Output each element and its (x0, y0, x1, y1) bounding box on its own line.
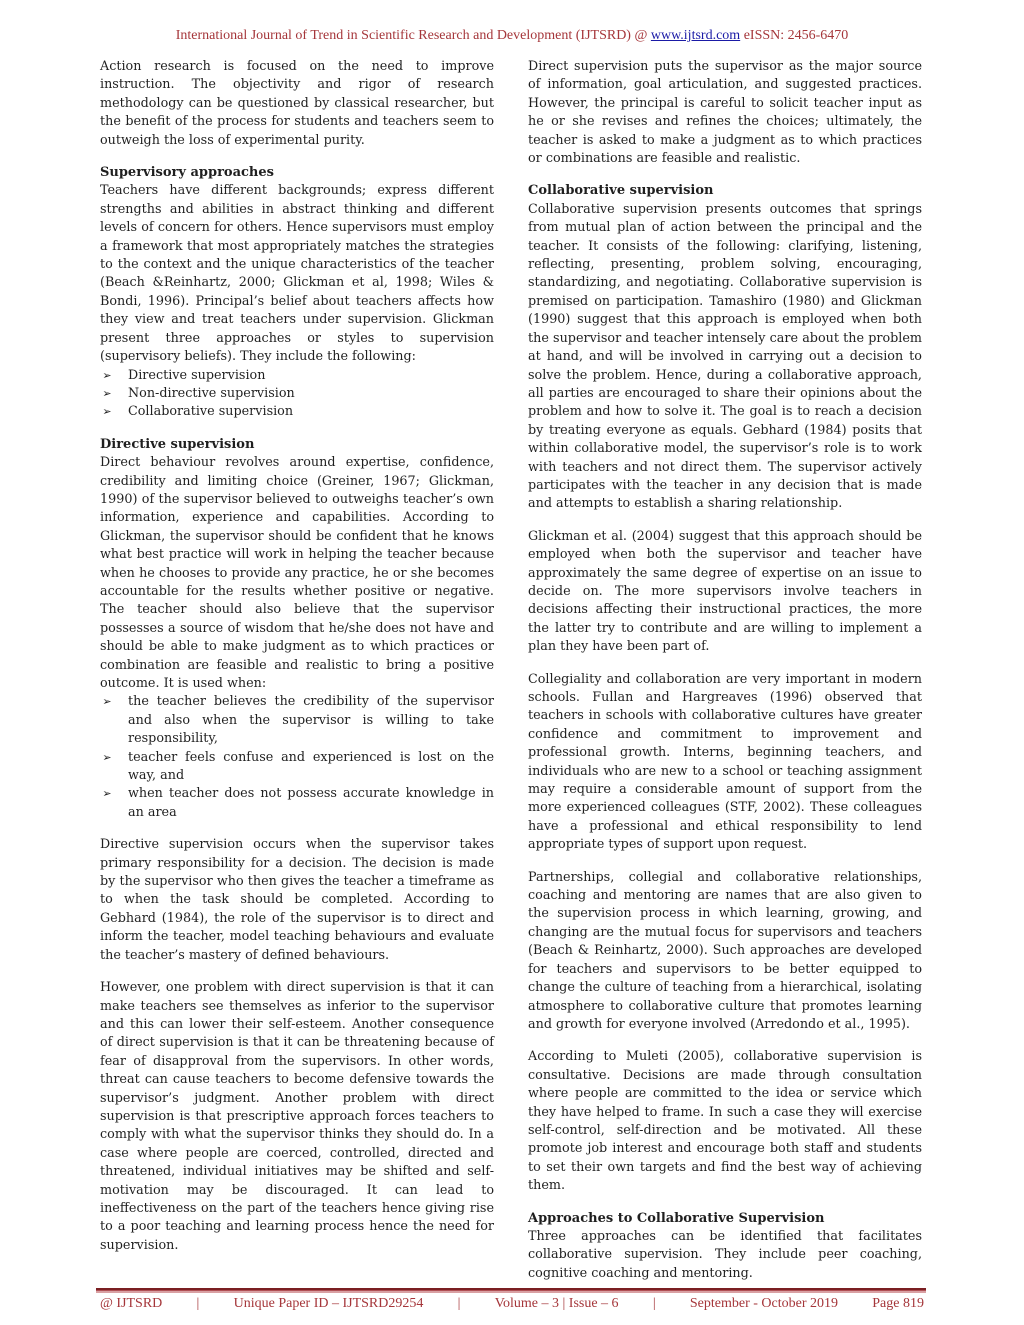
arrowhead-bullet-icon: ➢ (102, 695, 112, 709)
paragraph-direct-problem: However, one problem with direct supervision is that it can make teachers see themselves as inferior to the supervisor and this can lower their self-esteem. Another consequence of direct supervision is that it can be threatening because of fear of disapproval from the supervisors. In other words, threat can cause teachers to become defensive towards the supervisor’s judgment. Another problem with direct supervision is that prescriptive approach forces teachers to comply with what the supervisor thinks they should do. In a case where people are coerced, controlled, directed and threatened, individual initiatives may be shifted and self-motivation may be discouraged. It can lead to ineffectiveness on the part of the teachers hence giving rise to a poor teaching and learning process hence the need for supervision. (100, 980, 494, 1253)
footer-date: September - October 2019 (689, 1296, 838, 1311)
approaches-list (100, 367, 494, 422)
footer-page: Page 819 (872, 1296, 924, 1311)
heading-supervisory-approaches: Supervisory approaches (100, 165, 274, 181)
heading-directive-supervision: Directive supervision (100, 436, 255, 452)
footer-volume: Volume – 3 | Issue – 6 (494, 1296, 619, 1311)
journal-title: International Journal of Trend in Scientific Research and Development (IJTSRD) @ (175, 28, 648, 43)
arrowhead-bullet-icon: ➢ (102, 750, 112, 764)
running-header (0, 28, 1024, 44)
arrowhead-bullet-icon: ➢ (102, 405, 112, 419)
footer-separator: | (457, 1296, 461, 1311)
heading-collaborative-supervision: Collaborative supervision (528, 183, 714, 199)
arrowhead-bullet-icon: ➢ (102, 386, 112, 400)
paragraph-glickman: Glickman et al. (2004) suggest that this approach should be employed when both the supervisor and teacher have approximately the same degree of expertise on an issue to decide on. The more supervisors involve teachers in decisions affecting their instructional practices, the more the latter try to contribute and are willing to implement a plan they have been part of. (528, 528, 922, 655)
footer-paper-id: Unique Paper ID – IJTSRD29254 (233, 1296, 424, 1311)
list-item: ➢ Non-directive supervision (100, 385, 494, 403)
footer-separator: | (196, 1296, 200, 1311)
list-item: ➢ Collaborative supervision (100, 403, 494, 421)
paragraph-directive: Direct behaviour revolves around expertise, confidence, credibility and limiting choice (Greiner, 1967; Glickman, 1990) of the supervisor believed to outweighs teacher’s own information, experience and capabilities. According to Glickman, the supervisor should be confident that he knows what best practice will work in helping the teacher because when he chooses to provide any practice, he or she becomes accountable for the results whether positive or negative. The teacher should also believe that the supervisor possesses a source of wisdom that he/she does not have and should be able to make judgment as to which practices or combination are feasible and realistic to bring a positive outcome. It is used when: (100, 455, 494, 691)
footer-divider (96, 1288, 926, 1291)
paragraph-approaches: Three approaches can be identified that facilitates collaborative supervision. They include peer coaching, cognitive coaching and mentoring. (528, 1228, 922, 1281)
paragraph-partnerships: Partnerships, collegial and collaborative relationships, coaching and mentoring are names that are also given to the supervision process in which learning, growing, and changing are the mutual focus for supervisors and teachers (Beach & Reinhartz, 2000). Such approaches are developed for teachers and supervisors to be better equipped to change the culture of teaching from a hierarchical, isolating atmosphere to collaborative culture that promotes learning and growth for everyone involved (Arredondo et al., 1995). (528, 869, 922, 1032)
heading-approaches-collaborative: Approaches to Collaborative Supervision (528, 1210, 825, 1226)
paragraph-intro: Action research is focused on the need to improve instruction. The objectivity and rigor of research methodology can be questioned by classical researcher, but the benefit of the process for students and teachers seem to outweigh the loss of experimental purity. (100, 59, 494, 148)
right-column (528, 58, 922, 1297)
issn: eISSN: 2456-6470 (743, 28, 849, 43)
used-when-list (100, 693, 494, 822)
paragraph-muleti: According to Muleti (2005), collaborative supervision is consultative. Decisions are made through consultation where people are committed to the idea or service which they have helped to frame. In such a case they will exercise self-control, self-direction and be motivated. All these promote job interest and encourage both staff and students to set their own targets and find the best way of achieving them. (528, 1049, 922, 1194)
paragraph-collegiality: Collegiality and collaboration are very important in modern schools. Fullan and Hargreaves (1996) observed that teachers in schools with collaborative cultures have greater confidence and commitment to improvement and professional growth. Interns, beginning teachers, and individuals who are new to a school or teaching assignment may require a considerable amount of support from the more experienced colleagues (STF, 2002). These colleagues have a professional and ethical responsibility to lend appropriate types of support upon request. (528, 671, 922, 853)
list-item: ➢ teacher feels confuse and experienced is lost on the way, and (100, 749, 494, 786)
journal-url-link[interactable]: www.ijtsrd.com (650, 28, 741, 43)
paragraph-directive-occurs: Directive supervision occurs when the supervisor takes primary responsibility for a decision. The decision is made by the supervisor who then gives the teacher a timeframe as to when the task should be completed. According to Gebhard (1984), the role of the supervisor is to direct and inform the teacher, model teaching behaviours and evaluate the teacher’s mastery of defined behaviours. (100, 837, 494, 963)
paragraph-collaborative: Collaborative supervision presents outcomes that springs from mutual plan of action between the principal and the teacher. It consists of the following: clarifying, listening, reflecting, presenting, problem solving, encouraging, standardizing, and negotiating. Collaborative supervision is premised on participation. Tamashiro (1980) and Glickman (1990) suggest that this approach is employed when both the supervisor and teacher intensely care about the problem at hand, and will be involved in carrying out a decision to solve the problem. Hence, during a collaborative approach, all parties are encouraged to share their opinions about the problem and how to solve it. The goal is to reach a decision by treating everyone as equals. Gebhard (1984) posits that within collaborative model, the supervisor’s role is to work with teachers and not direct them. The supervisor actively participates with the teacher in any decision that is made and attempts to establish a sharing relationship. (528, 201, 922, 512)
paragraph-supervisory: Teachers have different backgrounds; express different strengths and abilities in abstract thinking and different levels of concern for others. Hence supervisors must employ a framework that most appropriately matches the strategies to the context and the unique characteristics of the teacher (Beach &Reinhartz, 2000; Glickman et al, 1998; Wiles & Bondi, 1996). Principal’s belief about teachers affects how they view and treat teachers under supervision. Glickman present three approaches or styles to supervision (supervisory beliefs). They include the following: (100, 183, 494, 365)
running-footer (100, 1296, 924, 1312)
paragraph-direct-supervision: Direct supervision puts the supervisor as the major source of information, goal articulation, and suggested practices. However, the principal is careful to solicit teacher input as he or she revises and refines the choices; ultimately, the teacher is asked to make a judgment as to which practices or combinations are feasible and realistic. (528, 59, 922, 167)
footer-separator: | (652, 1296, 656, 1311)
list-item: ➢ Directive supervision (100, 367, 494, 385)
arrowhead-bullet-icon: ➢ (102, 787, 112, 801)
footer-brand: @ IJTSRD (100, 1296, 163, 1311)
arrowhead-bullet-icon: ➢ (102, 368, 112, 382)
list-item: ➢ the teacher believes the credibility of the supervisor and also when the supervisor is willing to take responsibility, (100, 693, 494, 748)
left-column (100, 58, 494, 1269)
list-item: ➢ when teacher does not possess accurate knowledge in an area (100, 785, 494, 822)
